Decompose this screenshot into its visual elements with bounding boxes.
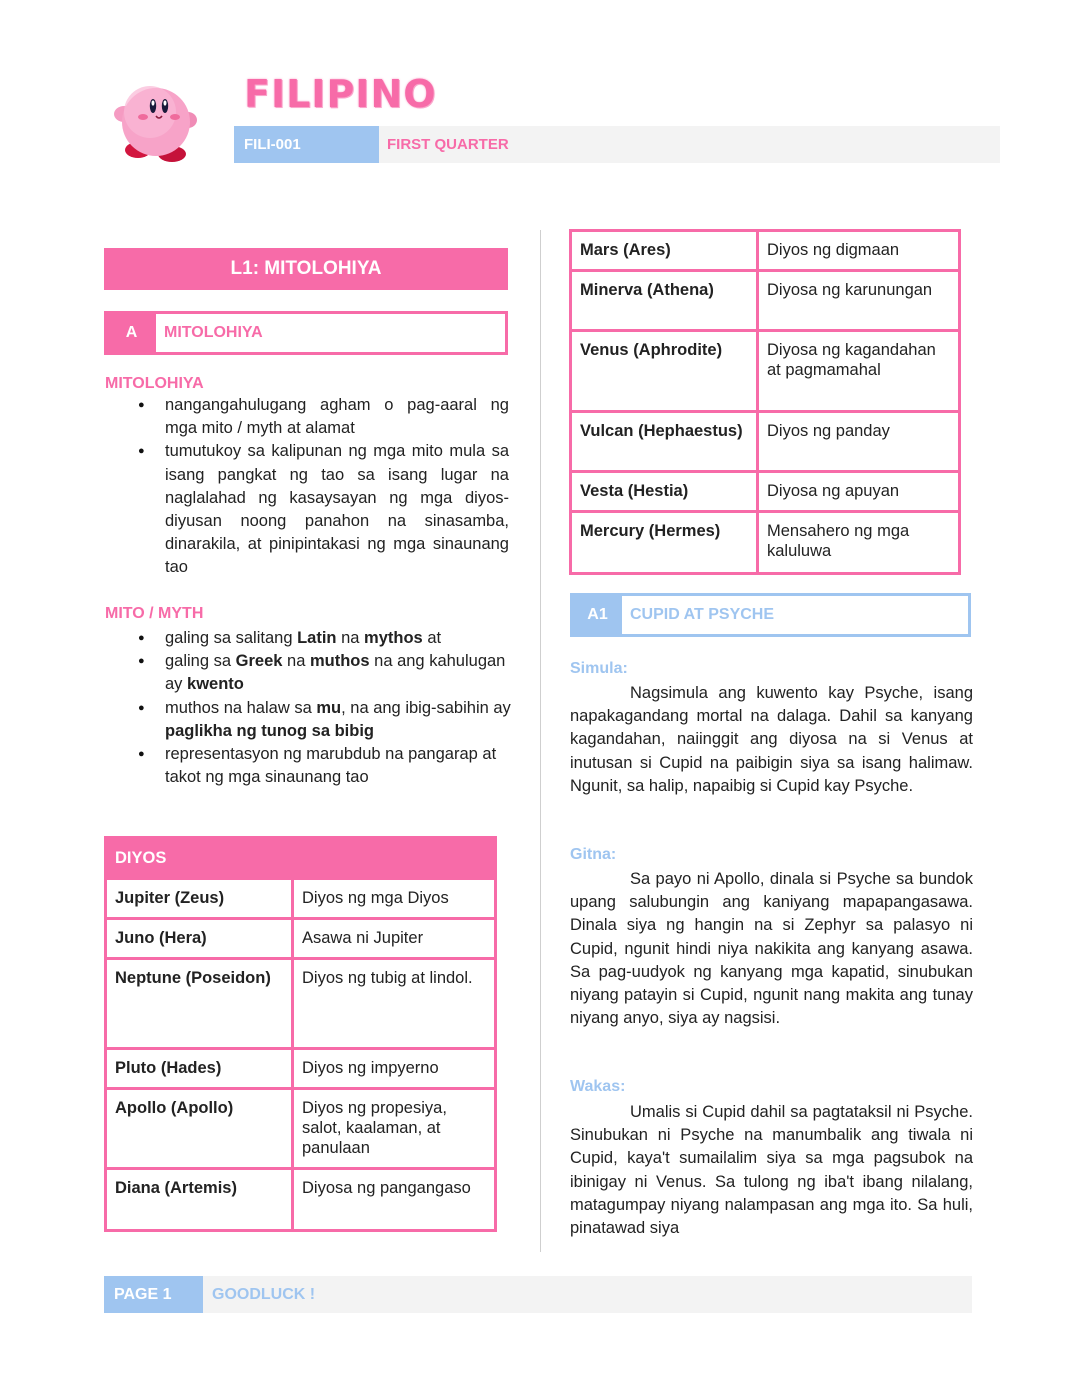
course-code: FILI-001	[234, 126, 379, 163]
god-name: Vulcan (Hephaestus)	[571, 412, 758, 472]
section-label: CUPID AT PSYCHE	[630, 606, 775, 623]
lesson-title: L1: MITOLOHIYA	[104, 248, 508, 290]
page-number: PAGE 1	[104, 1276, 203, 1313]
god-desc: Diyosa ng pangangaso	[293, 1169, 496, 1231]
list-item: ● representasyon ng marubdub na pangarap at takot ng mga sinaunang tao	[105, 743, 515, 789]
quarter-label: FIRST QUARTER	[387, 136, 509, 153]
god-name: Apollo (Apollo)	[106, 1089, 293, 1169]
god-name: Juno (Hera)	[106, 919, 293, 959]
page-title: FILIPINO	[244, 72, 437, 116]
table-row	[106, 1049, 496, 1089]
table-row	[106, 959, 496, 1049]
simula-text: Nagsimula ang kuwento kay Psyche, isang napakagandang mortal na dalaga. Dahil sa kanyang kagandahan, naiinggit ang diyosa na si Venus at inutusan si Cupid na paibigin siya sa isang halimaw. Ngunit, sa halip, napaibig si Cupid kay Psyche.	[570, 684, 973, 795]
god-name: Minerva (Athena)	[571, 271, 758, 331]
pink-round-character-icon	[112, 84, 202, 168]
column-divider	[540, 230, 541, 1252]
god-name: Vesta (Hestia)	[571, 472, 758, 512]
wakas-text: Umalis si Cupid dahil sa pagtataksil ni Psyche. Sinubukan ni Psyche na manumbalik ang tiwala ni Cupid, kaya't sumailalim siya sa mga pagsubok na ibinigay ni Venus. Sa tulong ng iba't ibang nilalang, matagumpay niyang nalampasan ang mga ito. Sa huli, pinatawad siya	[570, 1103, 973, 1238]
diyos-table-continued	[569, 229, 961, 575]
table-header: DIYOS	[106, 838, 496, 879]
table-row	[106, 879, 496, 919]
section-label: MITOLOHIYA	[164, 324, 263, 341]
god-name: Venus (Aphrodite)	[571, 331, 758, 412]
list-item: ● galing sa Greek na muthos na ang kahulugan ay kwento	[105, 650, 515, 696]
diyos-table	[104, 836, 497, 1232]
god-desc: Asawa ni Jupiter	[293, 919, 496, 959]
god-desc: Diyos ng panday	[758, 412, 960, 472]
god-desc: Diyosa ng apuyan	[758, 472, 960, 512]
mito-list	[105, 627, 515, 789]
god-desc: Diyos ng digmaan	[758, 231, 960, 271]
wakas-heading: Wakas:	[570, 1078, 626, 1095]
god-name: Mercury (Hermes)	[571, 512, 758, 574]
god-desc: Diyos ng tubig at lindol.	[293, 959, 496, 1049]
mitolohiya-list	[105, 394, 509, 580]
mito-heading: MITO / MYTH	[105, 605, 204, 622]
table-row	[571, 231, 960, 271]
list-item: ● muthos na halaw sa mu, na ang ibig-sabihin ay paglikha ng tunog sa bibig	[105, 697, 515, 743]
list-item: ● nangangahulugang agham o pag-aaral ng mga mito / myth at alamat	[105, 394, 509, 440]
mitolohiya-heading: MITOLOHIYA	[105, 375, 204, 392]
god-desc: Diyos ng mga Diyos	[293, 879, 496, 919]
table-row	[571, 512, 960, 574]
section-a-header	[104, 311, 508, 355]
table-row	[106, 919, 496, 959]
table-row	[106, 1089, 496, 1169]
god-name: Jupiter (Zeus)	[106, 879, 293, 919]
simula-heading: Simula:	[570, 660, 628, 677]
table-row	[571, 412, 960, 472]
god-name: Diana (Artemis)	[106, 1169, 293, 1231]
table-row	[571, 271, 960, 331]
section-a1-header	[570, 593, 971, 637]
god-desc: Diyosa ng kagandahan at pagmamahal	[758, 331, 960, 412]
god-desc: Diyosa ng karunungan	[758, 271, 960, 331]
list-item: ● tumutukoy sa kalipunan ng mga mito mula sa isang pangkat ng tao sa isang lugar na naglalahad ng kasaysayan ng mga diyos-diyusan noong panahon na sinasamba, dinarakila, at pinipintakasi ng mga sinaunang tao	[105, 440, 509, 579]
section-number: A	[107, 314, 156, 352]
god-name: Pluto (Hades)	[106, 1049, 293, 1089]
god-name: Mars (Ares)	[571, 231, 758, 271]
footer-message: GOODLUCK !	[212, 1286, 316, 1303]
god-name: Neptune (Poseidon)	[106, 959, 293, 1049]
god-desc: Mensahero ng mga kaluluwa	[758, 512, 960, 574]
gitna-text: Sa payo ni Apollo, dinala si Psyche sa bundok upang salubungin ang kaniyang mapapangasawa. Dinala siya ng hangin na si Zephyr sa palasyo ni Cupid, ngunit hindi niya nakikita ang kanyang asawa. Sa pag-uudyok ng kanyang mga kapatid, sinubukan niyang patayin si Cupid, ngunit nang makita ang tunay niyang anyo, siya ay nagsisi.	[570, 870, 973, 1028]
god-desc: Diyos ng propesiya, salot, kaalaman, at panulaan	[293, 1089, 496, 1169]
god-desc: Diyos ng impyerno	[293, 1049, 496, 1089]
list-item: ● galing sa salitang Latin na mythos at	[105, 627, 515, 650]
section-number: A1	[573, 596, 622, 634]
table-row	[571, 331, 960, 412]
table-row	[571, 472, 960, 512]
table-row	[106, 1169, 496, 1231]
gitna-heading: Gitna:	[570, 846, 617, 863]
